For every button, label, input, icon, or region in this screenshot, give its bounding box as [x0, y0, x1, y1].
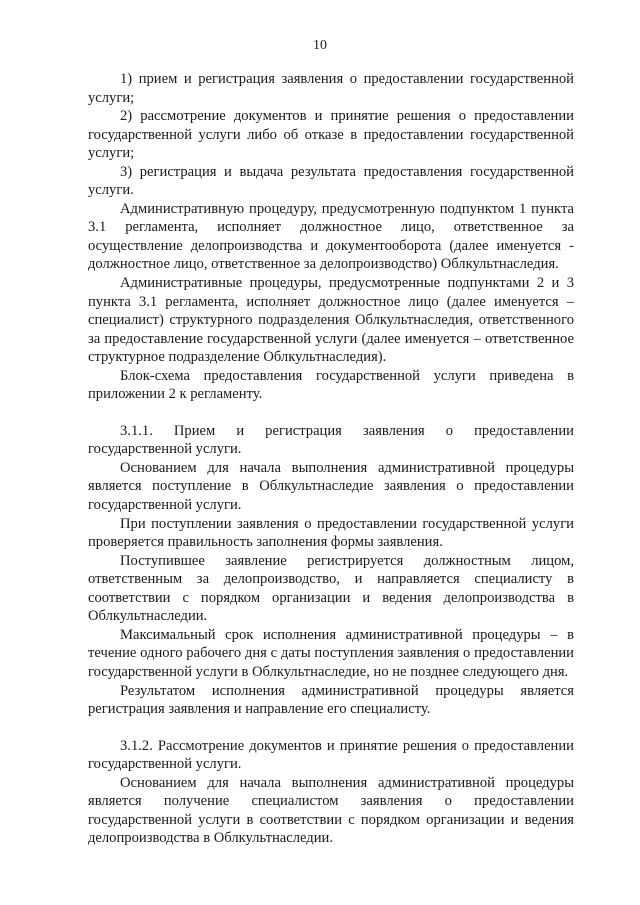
paragraph: Административные процедуры, предусмотренные подпунктами 2 и 3 пункта 3.1 регламента, исполняет должностное лицо (далее именуется – специалист) структурного подразделения Облкультнаследия, ответственного за предоставление государственной услуги (далее именуется – ответственное структурное подразделение Облкультнаследия).	[88, 275, 574, 366]
paragraph: Административную процедуру, предусмотренную подпунктом 1 пункта 3.1 регламента, исполняет должностное лицо, ответственное за осуществление делопроизводства и документооборота (далее именуется - должностное лицо, ответственное за делопроизводство) Облкультнаследия.	[88, 200, 574, 273]
paragraph: При поступлении заявления о предоставлении государственной услуги проверяется правильность заполнения формы заявления.	[88, 515, 574, 551]
paragraph: Максимальный срок исполнения административной процедуры – в течение одного рабочего дня с даты поступления заявления о предоставлении государственной услуги в Облкультнаследие, но не позднее следующего дня.	[88, 626, 574, 680]
paragraph: Поступившее заявление регистрируется должностным лицом, ответственным за делопроизводство, и направляется специалисту в соответствии с порядком организации и ведения делопроизводства в Облкультнаследии.	[88, 552, 574, 625]
document-body	[88, 70, 574, 848]
list-item-2: 2) рассмотрение документов и принятие решения о предоставлении государственной услуги либо об отказе в предоставлении государственной услуги;	[88, 108, 574, 162]
section-heading-3-1-2: 3.1.2. Рассмотрение документов и принятие решения о предоставлении государственной услуги.	[88, 737, 574, 773]
list-item-1: 1) прием и регистрация заявления о предоставлении государственной услуги;	[88, 71, 574, 106]
paragraph: Основанием для начала выполнения административной процедуры является поступление в Облкультнаследие заявления о предоставлении государственной услуги.	[88, 459, 574, 514]
paragraph: Результатом исполнения административной процедуры является регистрация заявления и направление его специалисту.	[88, 682, 574, 718]
paragraph: Основанием для начала выполнения административной процедуры является получение специалистом заявления о предоставлении государственной услуги в соответствии с порядком организации и ведения делопроизводства в Облкультнаследии.	[88, 774, 574, 847]
page-number: 10	[313, 38, 327, 53]
paragraph: Блок-схема предоставления государственной услуги приведена в приложении 2 к регламенту.	[88, 367, 574, 403]
section-heading-3-1-1: 3.1.1. Прием и регистрация заявления о предоставлении государственной услуги.	[88, 422, 574, 458]
list-item-3: 3) регистрация и выдача результата предоставления государственной услуги.	[88, 163, 574, 199]
